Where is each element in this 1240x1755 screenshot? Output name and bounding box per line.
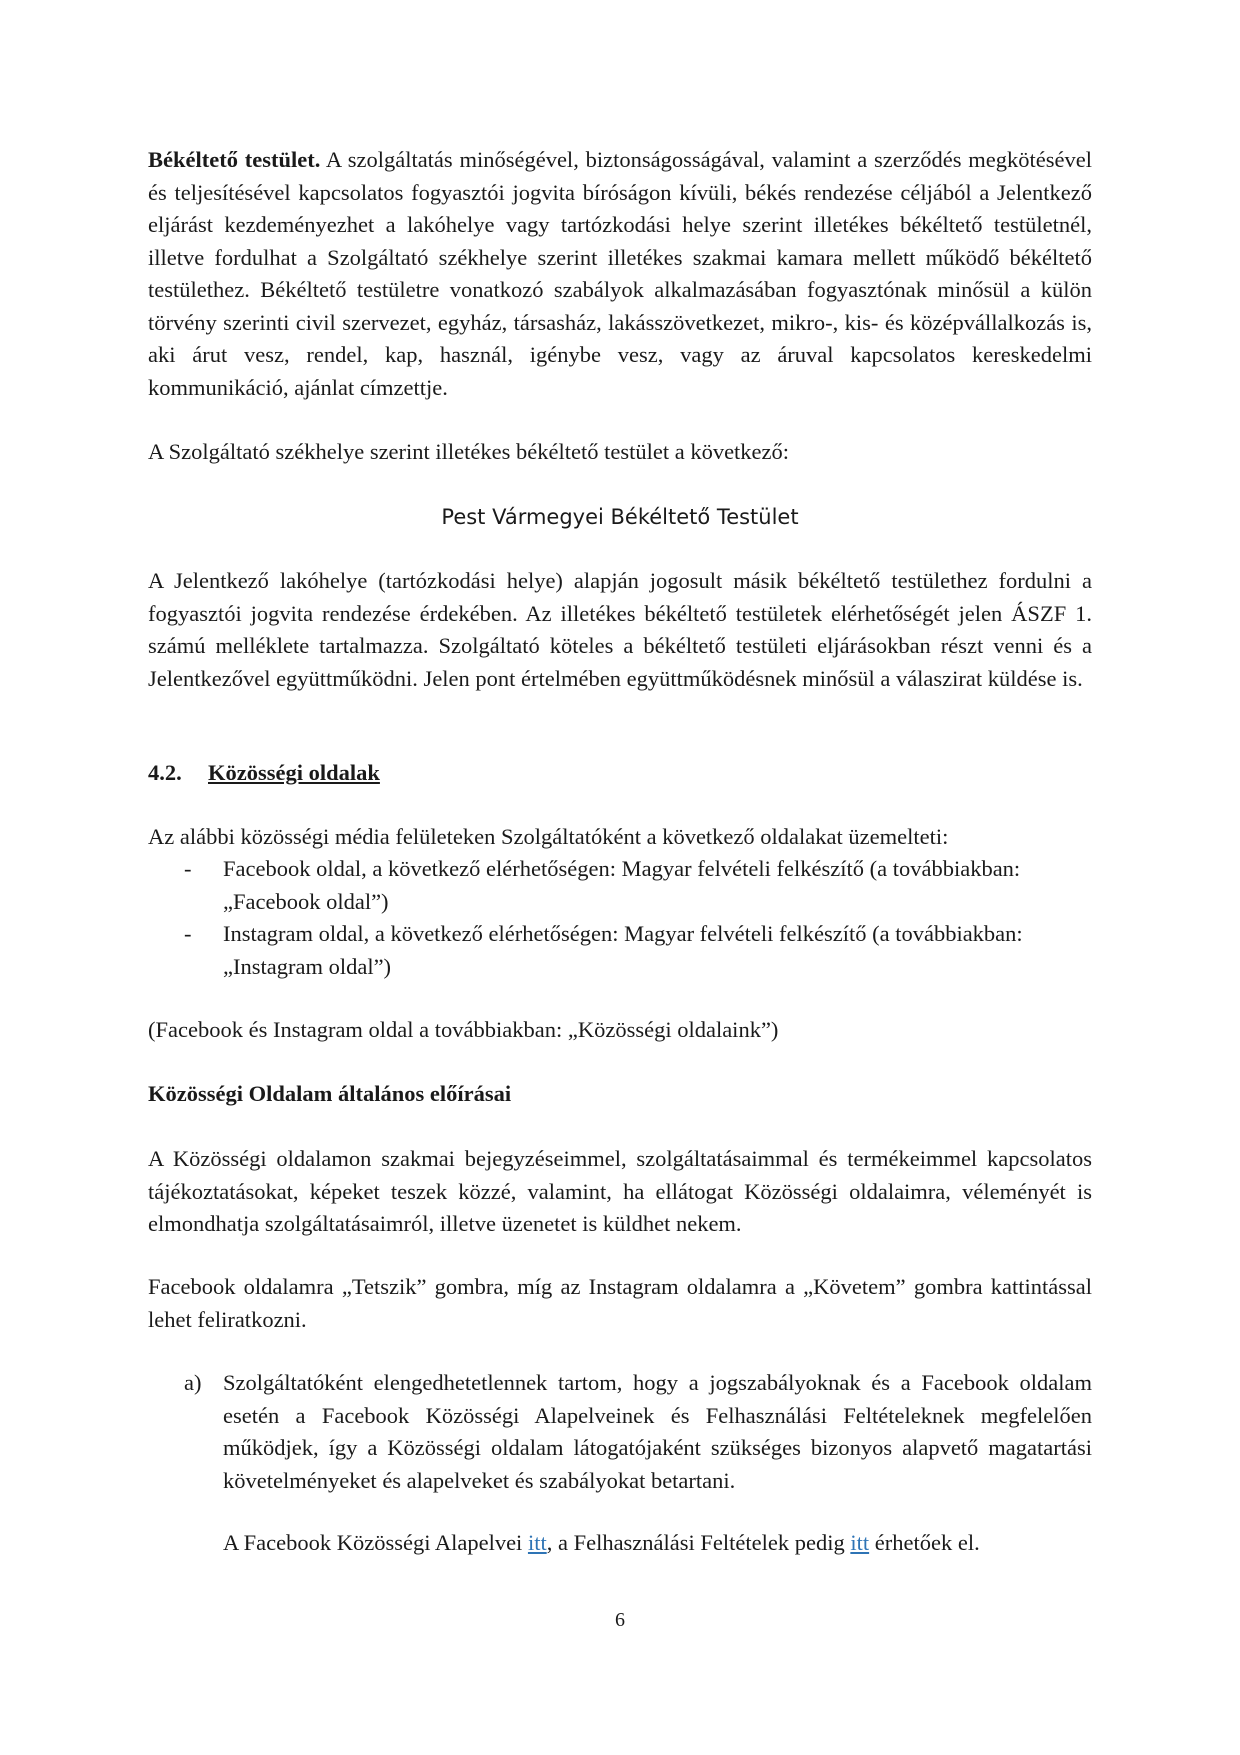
alapelvek-link[interactable]: itt <box>527 1530 547 1555</box>
list-note: (Facebook és Instagram oldal a továbbiakban: „Közösségi oldalaink”) <box>148 1017 779 1042</box>
section-number: 4.2. <box>148 760 182 785</box>
paragraph-text: A szolgáltatás minőségével, biztonságosságával, valamint a szerződés megkötésével és teljesítésével kapcsolatos fogyasztói jogvita bíróságon kívüli, békés rendezése céljából a Jelentkező eljárást kezdeményezhet a lakóhelye vagy tartózkodási helye szerint illetékes békéltető testületnél, illetve fordulhat a Szolgáltató székhelye szerint illetékes szakmai kamara mellett működő békéltető testülethez. Békéltető testületre vonatkozó szabályok alkalmazásában fogyasztónak minősül a külön törvény szerinti civil szervezet, egyház, társasház, lakásszövetkezet, mikro-, kis- és középvállalkozás is, aki árut vesz, rendel, kap, használ, igénybe vesz, vagy az áruval kapcsolatos kereskedelmi kommunikáció, ajánlat címzettje. <box>148 147 1092 400</box>
feltetelek-link[interactable]: itt <box>850 1530 870 1555</box>
list-intro: Az alábbi közösségi média felületeken Szolgáltatóként a következő oldalakat üzemelteti: <box>148 824 949 849</box>
list-item-text: Szolgáltatóként elengedhetetlennek tartom, hogy a jogszabályoknak és a Facebook oldalam esetén a Facebook Közösségi Alapelveinek és Felhasználási Feltételeknek megfelelően működjek, így a Közösségi oldalam látogatójaként szükséges bizonyos alapvető magatartási követelményeket és alapelveket és szabályokat betartani. <box>223 1370 1092 1493</box>
links-text: A Facebook Közösségi Alapelvei <box>223 1530 528 1555</box>
paragraph-kozossegi: A Közösségi oldalamon szakmai bejegyzéseimmel, szolgáltatásaimmal és termékeimmel kapcsolatos tájékoztatásokat, képeket teszek közzé, valamint, ha ellátogat Közösségi oldalaimra, véleményét is elmondhatja szolgáltatásaimról, illetve üzenetet is küldhet nekem. <box>148 1146 1092 1236</box>
centered-institution-name: Pest Vármegyei Békéltető Testület <box>441 505 799 529</box>
intro-line: A Szolgáltató székhelye szerint illetékes békéltető testület a következő: <box>148 439 790 464</box>
paragraph-jelentkezo: A Jelentkező lakóhelye (tartózkodási helye) alapján jogosult másik békéltető testülethez fordulni a fogyasztói jogvita rendezése érdekében. Az illetékes békéltető testületek elérhetőségét jelen ÁSZF 1. számú melléklete tartalmazza. Szolgáltató köteles a békéltető testületi eljárásokban részt venni és a Jelentkezővel együttműködni. Jelen pont értelmében együttműködésnek minősül a válaszirat küldése is. <box>148 568 1092 691</box>
section-heading <box>148 757 380 789</box>
list-item-text: Facebook oldal, a következő elérhetőségen: Magyar felvételi felkészítő (a továbbiakban: „Facebook oldal”) <box>223 856 1021 914</box>
bold-lead: Békéltető testület. <box>148 147 321 172</box>
links-text: érhetőek el. <box>869 1530 980 1555</box>
list-item-text: Instagram oldal, a következő elérhetőségen: Magyar felvételi felkészítő (a továbbiakban: „Instagram oldal”) <box>223 921 1023 979</box>
list-marker: - <box>184 856 192 881</box>
links-text: , a Felhasználási Feltételek pedig <box>546 1530 851 1555</box>
section-title: Közösségi oldalak <box>208 760 380 785</box>
paragraph-feliratkozas: Facebook oldalamra „Tetszik” gombra, míg az Instagram oldalamra a „Követem” gombra kattintással lehet feliratkozni. <box>148 1274 1092 1332</box>
list-marker: - <box>184 921 192 946</box>
paragraph-bekelteto <box>148 144 1092 404</box>
subheading: Közösségi Oldalam általános előírásai <box>148 1081 512 1106</box>
page-number: 6 <box>615 1609 625 1631</box>
list-marker: a) <box>184 1370 202 1395</box>
links-line <box>223 1527 1092 1560</box>
